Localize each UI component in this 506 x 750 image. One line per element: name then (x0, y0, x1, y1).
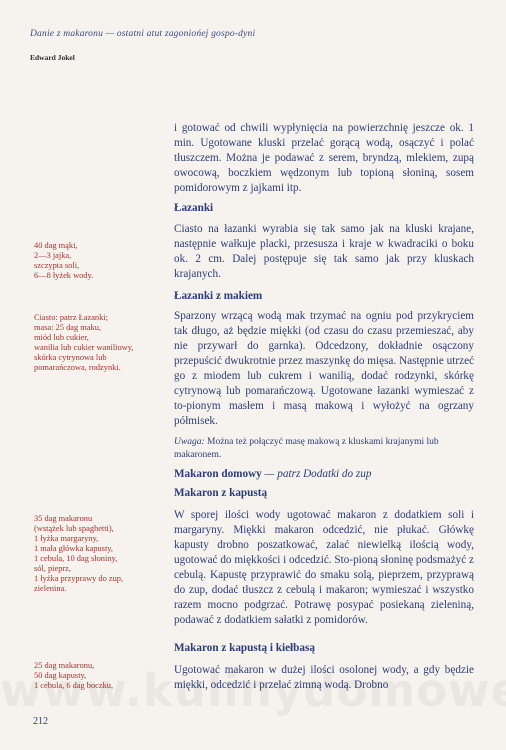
ingredient-line: 1 łyżka margaryny, (34, 534, 99, 543)
recipe-lazanki (174, 201, 474, 216)
recipe-title-makaron-kapusta: Makaron z kapustą (174, 487, 268, 499)
recipe-makaron-kapusta-kielbasa (174, 641, 474, 656)
ingredient-line: 1 mała główka kapusty, (34, 544, 114, 553)
ingredients-makaron-kapusta (34, 514, 168, 594)
ingredient-line: zielenina. (34, 584, 67, 593)
recipe-text-lazanki: Ciasto na łazanki wyrabia się tak samo jak na kluski krajane, następnie wałkuje placki, przesusza i kraje w kwadraciki o boku ok. 2 cm. Dalej postępuje się tak samo jak przy kluskach krajanych. (174, 223, 474, 280)
note-text: Można też połączyć masę makową z kluskami krajanymi lub makaronem. (174, 437, 439, 460)
ingredients-lazanki (34, 241, 168, 281)
running-author: Edward Jokel (30, 53, 75, 62)
watermark (0, 656, 506, 726)
recipe-text-makaron-kapusta: W sporej ilości wody ugotować makaron z dodatkiem soli i margaryny. Miękki makaron odcedzić, nie płukać. Główkę kapusty drobno poszatkować, zalać niewielką ilością wody, ugotować do miękkości i odcedzić. Sto-pioną słoninę podsmażyć z cebulą. Kapustę przyprawić do smaku solą, pieprzem, przyprawą do zup, dodać tłuszcz z cebulą i makaron; wymieszać i wszystko razem mocno podgrzać. Potrawę posypać posiekaną zieleniną, podawać z dodatkiem sałatki z pomidorów. (174, 509, 474, 626)
makaron-domowy-ref-prefix: — patrz (261, 468, 304, 480)
ingredient-line: (wstążek lub spaghetti), (34, 524, 114, 533)
ingredient-line: sól, pieprz, (34, 564, 71, 573)
recipe-makaron-domowy (174, 467, 474, 482)
recipe-lazanki-mak-body (174, 309, 474, 429)
ingredient-line: skórka cytrynowa lub (34, 353, 107, 362)
intro-paragraph-block (174, 121, 474, 196)
ingredient-line: 35 dag makaronu (34, 514, 93, 523)
recipe-text-lazanki-mak: Sparzony wrzącą wodą mak trzymać na ogniu pod przykryciem tak długo, aż będzie miękki (od czasu do czasu przemieszać, aby nie przywarł do garnka). Odcedzony, dokładnie osączony przepuścić dwukrotnie przez maszynkę do mięsa. Następnie utrzeć go z miodem lub cukrem i wanilią, dodać rodzynki, skórkę cytrynową lub pomarańczową. Ugotowane łazanki wymieszać z to-pionym masłem i masą makową i wyłożyć na ogrzany półmisek. (174, 310, 474, 427)
ingredient-line: 25 dag makaronu, (34, 661, 95, 670)
ingredient-line: masa: 25 dag maku, (34, 323, 101, 332)
makaron-domowy-ref: Dodatki do zup (303, 468, 372, 480)
ingredient-line: miód lub cukier, (34, 333, 89, 342)
ingredient-line: 1 cebula, 10 dag słoniny, (34, 554, 118, 563)
recipe-note-block (174, 436, 474, 461)
intro-paragraph: i gotować od chwili wypłynięcia na powierzchnię jeszcze ok. 1 min. Ugotowane kluski przelać gorącą wodą, osączyć i polać tłuszczem. Można je podawać z serem, bryndzą, mlekiem, zupą owocową, boczkiem wędzonym lub topioną słoniną, sosem pomidorowym z jajkami itp. (174, 122, 474, 194)
ingredient-line: 2—3 jajka, (34, 251, 72, 260)
ingredient-line: wanilia lub cukier waniliowy, (34, 343, 134, 352)
recipe-title-makaron-domowy (174, 467, 474, 482)
recipe-text-makaron-kapusta-kielbasa: Ugotować makaron w dużej ilości osolonej wody, a gdy będzie miękki, odcedzić i przelać zimną wodą. Drobno (174, 664, 474, 691)
recipe-note (174, 436, 474, 461)
ingredient-line: 50 dag kapusty, (34, 671, 87, 680)
ingredient-line: pomarańczowa, rodzynki. (34, 363, 121, 372)
recipe-title-lazanki: Łazanki (174, 202, 214, 214)
ingredient-line: Ciasto: patrz Łazanki; (34, 313, 108, 322)
ingredients-lazanki-mak (34, 313, 168, 373)
recipe-title-makaron-kapusta-kielbasa: Makaron z kapustą i kiełbasą (174, 642, 315, 654)
page-number: 212 (33, 716, 48, 727)
recipe-makaron-kapusta (174, 486, 474, 501)
recipe-lazanki-body (174, 222, 474, 282)
ingredient-line: 1 cebula, 6 dag boczku, (34, 681, 114, 690)
recipe-makaron-kapusta-body (174, 508, 474, 628)
running-title: Danie z makaronu — ostatni atut zagoniońej gospo-dyni (30, 29, 256, 39)
makaron-domowy-title: Makaron domowy (174, 468, 262, 480)
ingredient-line: 1 łyżka przyprawy do zup, (34, 574, 124, 583)
recipe-lazanki-mak (174, 289, 474, 304)
ingredient-line: szczypta soli, (34, 261, 80, 270)
recipe-title-lazanki-mak: Łazanki z makiem (174, 290, 263, 302)
note-label: Uwaga: (174, 437, 205, 447)
ingredient-line: 40 dag mąki, (34, 241, 78, 250)
ingredient-line: 6—8 łyżek wody. (34, 271, 94, 280)
